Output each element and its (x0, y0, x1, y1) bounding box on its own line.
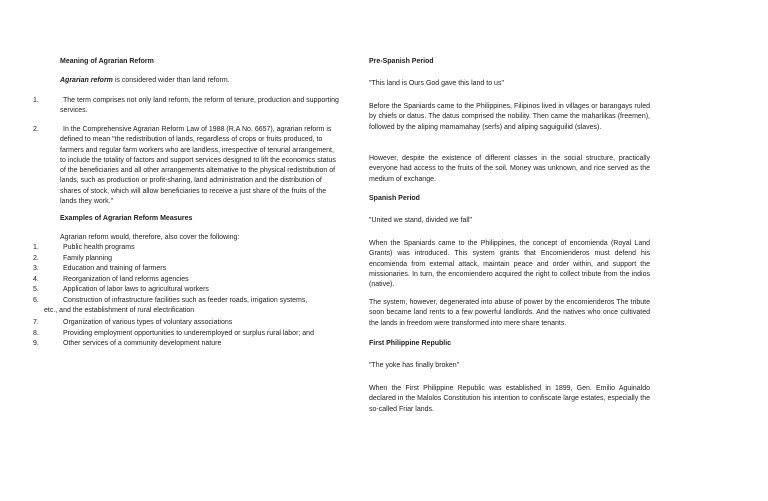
spanish-paragraph: When the Spaniards came to the Philippines, the concept of encomienda (Royal Land Grants) was introduced. This system grants that Encomienderos must defend his encomienda from external attack, maintain peace and order within, and support the missionaries. In turn, the encomiendero acquired the right to collect tribute from the indios (native). (369, 240, 650, 289)
list-item-text: Providing employment opportunities to underemployed or surplus rural labor; and (63, 329, 314, 337)
examples-heading: Examples of Agrarian Reform Measures (60, 215, 193, 222)
meaning-heading: Meaning of Agrarian Reform (60, 58, 154, 65)
meaning-item: In the Comprehensive Agrarian Reform Law of 1988 (R.A No. 6657), agrarian reform is defined to mean "the redistribution of lands, regardless of crops or fruits produced, to farmers and regular farm workers who are landless, irrespective of tenurial arrangement, to include the totality of factors and support services designed to lift the economics status of the beneficiaries and all other arrangements alternative to the physical redistribution of lands, such as production or profit-sharing, land administration and the distribution of shares of stock, which will allow beneficiaries to receive a just share of the fruits of the lands they work." (60, 126, 336, 206)
meaning-intro (60, 76, 340, 86)
first-republic-paragraph: When the First Philippine Republic was established in 1899, Gen. Emilio Aguinaldo declared in the Malolos Constitution his intention to confiscate large estates, especially the so-called Friar lands. (369, 385, 650, 413)
list-item (0, 318, 360, 328)
spanish-heading: Spanish Period (369, 195, 420, 202)
pre-spanish-paragraph: However, despite the existence of different classes in the social structure, practically everyone had access to the fruits of the soil. Money was unknown, and rice served as the medium of exchange. (369, 155, 650, 183)
list-item-text: Public health programs (63, 244, 135, 251)
list-item-continuation: etc., and the establishment of rural electrification (44, 306, 195, 314)
meaning-item: The term comprises not only land reform, the reform of tenure, production and supporting services. (60, 97, 339, 115)
list-item-text: Organization of various types of voluntary associations (63, 319, 233, 326)
spanish-quote: "United we stand, divided we fall" (369, 217, 473, 224)
list-item-text: Application of labor laws to agricultural workers (63, 286, 209, 293)
list-item-number: 3. (33, 265, 39, 272)
meaning-item-number: 2. (33, 126, 39, 133)
list-item (0, 243, 360, 253)
list-item-number: 4. (33, 275, 39, 283)
list-item (0, 285, 360, 295)
list-item-text: Education and training of farmers (63, 265, 167, 272)
list-item-number: 7. (33, 319, 39, 326)
list-item-text: Reorganization of land reforms agencies (63, 275, 189, 283)
first-republic-heading: First Philippine Republic (369, 340, 452, 347)
pre-spanish-quote: "This land is Ours God gave this land to us" (369, 80, 504, 87)
list-item-number: 2. (33, 254, 39, 262)
spanish-paragraph: The system, however, degenerated into abuse of power by the encomienderos The tribute soon became land rents to a few powerful landlords. And the natives who once cultivated the lands in freedom were transformed into mere share tenants. (369, 299, 650, 327)
list-item-number: 8. (33, 329, 39, 337)
pre-spanish-heading: Pre-Spanish Period (369, 58, 434, 65)
pre-spanish-paragraph: Before the Spaniards came to the Philippines, Filipinos lived in villages or barangays ruled by chiefs or datus. The datus comprised the nobility. Then came the maharlikas (freemen), followed by the aliping mamamahay (serfs) and aliping saguiguilid (slaves). (369, 103, 650, 131)
list-item (0, 254, 360, 264)
meaning-intro-rest: is considered wider than land reform. (112, 77, 230, 84)
examples-intro: Agrarian reform would, therefore, also cover the following: (60, 234, 240, 241)
list-item-text: Construction of infrastructure facilities such as feeder roads, irrigation systems, (63, 296, 308, 304)
list-item (0, 296, 360, 317)
list-item-number: 5. (33, 286, 39, 293)
list-item (0, 329, 360, 339)
list-item-number: 1. (33, 244, 39, 251)
list-item (0, 275, 360, 285)
list-item-number: 6. (33, 296, 39, 304)
list-item (0, 264, 360, 274)
list-item-text: Other services of a community development nature (63, 340, 222, 347)
list-item-number: 9. (33, 340, 39, 347)
list-item (0, 339, 360, 349)
agrarian-reform-term: Agrarian reform (60, 77, 113, 84)
list-item-text: Family planning (63, 254, 113, 262)
first-republic-quote: "The yoke has finally broken" (369, 362, 460, 369)
meaning-item-number: 1. (33, 97, 39, 104)
